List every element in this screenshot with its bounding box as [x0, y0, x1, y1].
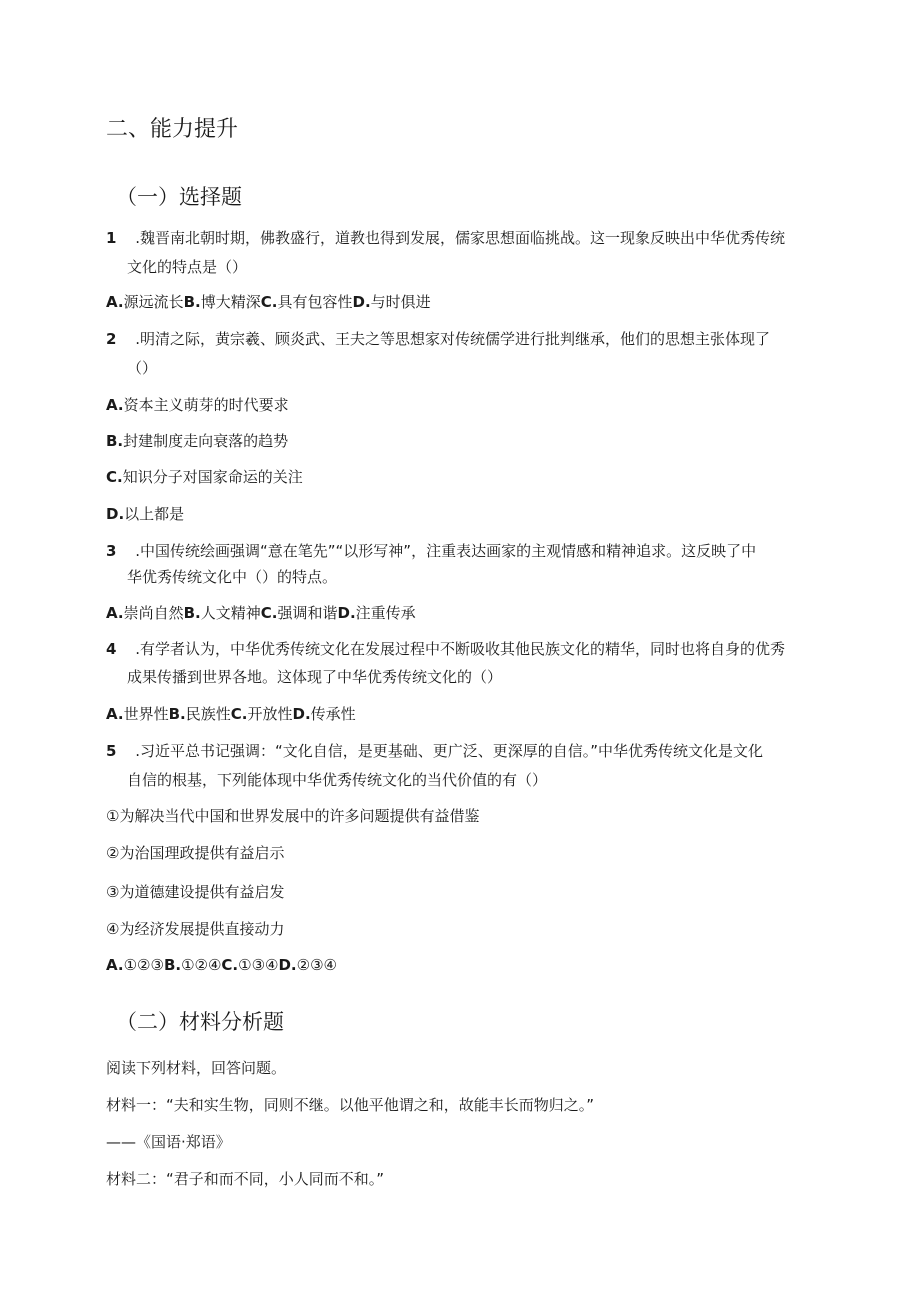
statement-4: ④为经济发展提供直接动力	[106, 920, 285, 938]
question-text: .习近平总书记强调：“文化自信，是更基础、更广泛、更深厚的自信。”中华优秀传统文化是文化	[135, 742, 764, 760]
question-number: 2	[106, 330, 117, 348]
question-text: .明清之际，黄宗羲、顾炎武、王夫之等思想家对传统儒学进行批判继承，他们的思想主张体现了	[135, 330, 770, 348]
statement-3: ③为道德建设提供有益启发	[106, 883, 285, 901]
material-2: 材料二：“君子和而不同，小人同而不和。”	[106, 1170, 385, 1188]
instructions: 阅读下列材料，回答问题。	[106, 1059, 287, 1077]
question-text-cont: （）	[127, 359, 158, 377]
material-1-source: ——《国语·郑语》	[106, 1133, 231, 1151]
question-number: 5	[106, 742, 117, 760]
question-text: .中国传统绘画强调“意在笔先”“以形写神”，注重表达画家的主观情感和精神追求。这反映了中	[135, 542, 757, 560]
option-b: B.封建制度走向衰落的趋势	[106, 432, 289, 450]
question-text-cont: 华优秀传统文化中（）的特点。	[127, 568, 338, 586]
question-text-cont: 文化的特点是（）	[127, 258, 248, 276]
options-row: A.源远流长B.博大精深C.具有包容性D.与时俱进	[106, 293, 431, 311]
part1-title: （一）选择题	[116, 185, 242, 209]
option-c: C.知识分子对国家命运的关注	[106, 468, 303, 486]
section-title: 二、能力提升	[106, 117, 239, 142]
statement-1: ①为解决当代中国和世界发展中的许多问题提供有益借鉴	[106, 807, 480, 825]
options-row: A.崇尚自然B.人文精神C.强调和谐D.注重传承	[106, 604, 416, 622]
options-row: A.①②③B.①②④C.①③④D.②③④	[106, 956, 337, 974]
part2-title: （二）材料分析题	[116, 1010, 284, 1034]
question-number: 1	[106, 229, 117, 247]
question-number: 3	[106, 542, 117, 560]
question-text: .魏晋南北朝时期，佛教盛行，道教也得到发展，儒家思想面临挑战。这一现象反映出中华优秀传统	[135, 229, 785, 247]
option-d: D.以上都是	[106, 505, 185, 523]
question-text-cont: 自信的根基，下列能体现中华优秀传统文化的当代价值的有（）	[127, 771, 548, 789]
material-1: 材料一：“夫和实生物，同则不继。以他平他谓之和，故能丰长而物归之。”	[106, 1096, 595, 1114]
option-a: A.资本主义萌芽的时代要求	[106, 396, 289, 414]
question-text-cont: 成果传播到世界各地。这体现了中华优秀传统文化的（）	[127, 668, 503, 686]
question-number: 4	[106, 640, 117, 658]
statement-2: ②为治国理政提供有益启示	[106, 844, 285, 862]
options-row: A.世界性B.民族性C.开放性D.传承性	[106, 705, 356, 723]
question-text: .有学者认为，中华优秀传统文化在发展过程中不断吸收其他民族文化的精华，同时也将自身的优秀	[135, 640, 785, 658]
